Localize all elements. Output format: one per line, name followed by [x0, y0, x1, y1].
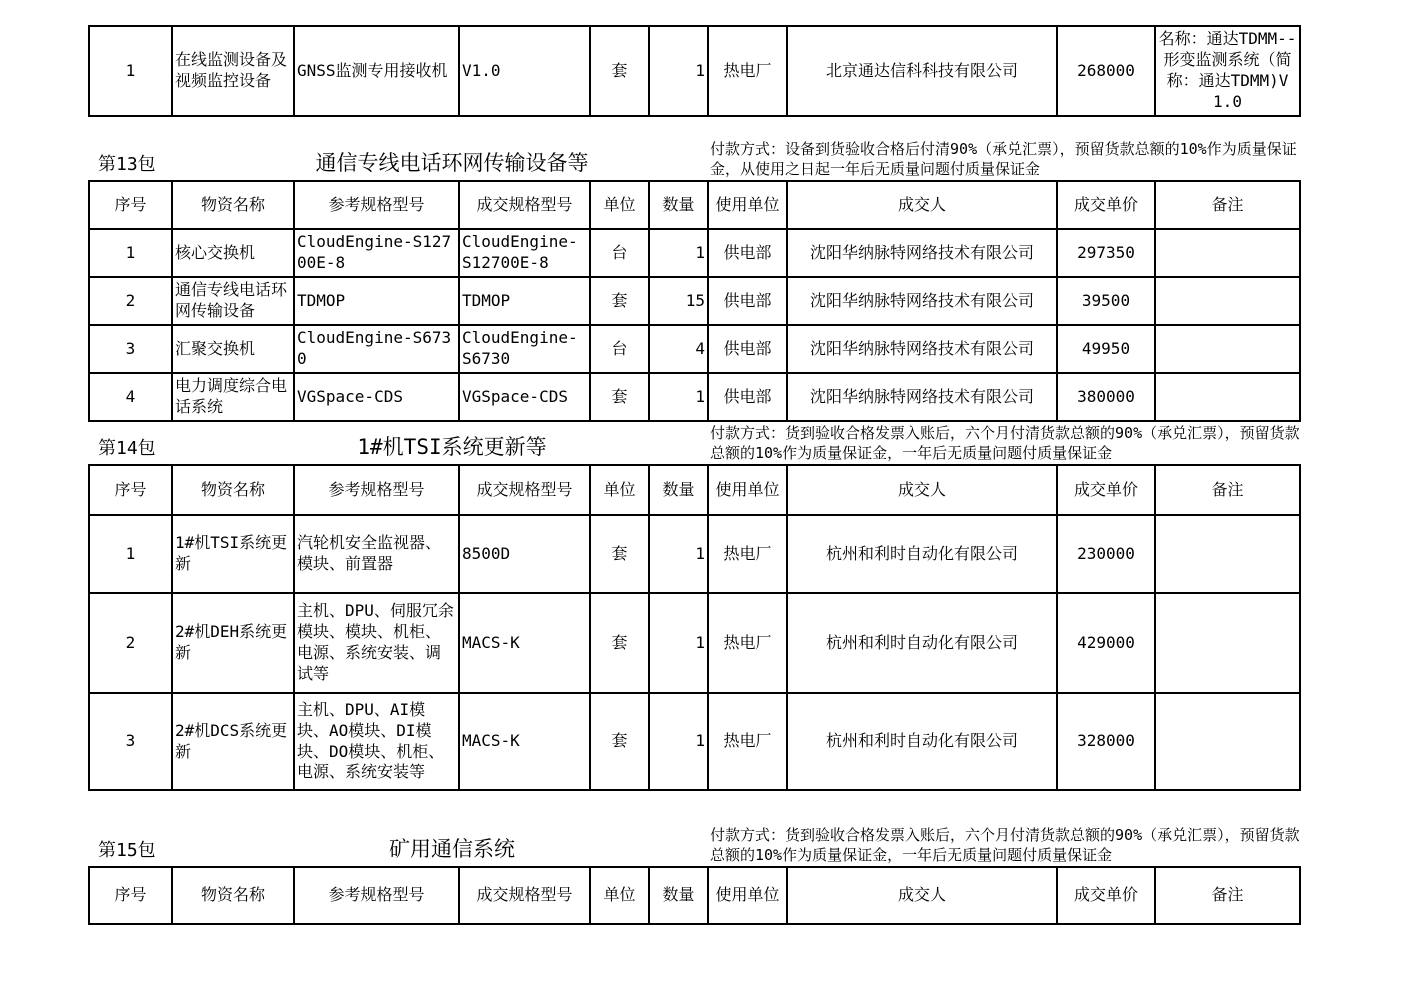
pkg15-payment-terms: 付款方式：货到验收合格发票入账后，六个月付清货款总额的90%（承兑汇票），预留货款总额的10%作为质量保证金，一年后无质量问题付质量保证金: [710, 826, 1300, 864]
cell-qty: 4: [649, 325, 708, 373]
cell-user-unit: 热电厂: [708, 26, 787, 116]
pkg15-table: [88, 866, 1301, 925]
cell-remark: [1155, 693, 1300, 790]
cell-price: 429000: [1057, 593, 1155, 693]
cell-unit: 套: [590, 593, 649, 693]
column-header-deal-spec: 成交规格型号: [459, 465, 590, 515]
top-margin: [88, 0, 1299, 25]
cell-remark: [1155, 593, 1300, 693]
cell-deal-spec: CloudEngine-S6730: [459, 325, 590, 373]
column-header-deal-spec: 成交规格型号: [459, 181, 590, 229]
cell-seq: 1: [89, 229, 172, 277]
cell-unit: 套: [590, 26, 649, 116]
cell-qty: 1: [649, 693, 708, 790]
cell-material-name: 1#机TSI系统更新: [172, 515, 294, 593]
pkg13-table: [88, 180, 1301, 422]
cell-ref-spec: VGSpace-CDS: [294, 373, 459, 421]
pkg14-title: 1#机TSI系统更新等: [357, 435, 547, 459]
cell-remark: [1155, 373, 1300, 421]
column-header-unit: 单位: [590, 465, 649, 515]
cell-winner: 沈阳华纳脉特网络技术有限公司: [787, 325, 1057, 373]
pkg14-table: [88, 464, 1301, 791]
cell-material-name: 汇聚交换机: [172, 325, 294, 373]
column-header-ref-spec: 参考规格型号: [294, 465, 459, 515]
cell-material-name: 核心交换机: [172, 229, 294, 277]
cell-qty: 1: [649, 26, 708, 116]
table-row: [89, 515, 1300, 593]
cell-seq: 2: [89, 277, 172, 325]
cell-user-unit: 供电部: [708, 277, 787, 325]
cell-ref-spec: CloudEngine-S6730: [294, 325, 459, 373]
column-header-remark: 备注: [1155, 867, 1300, 924]
cell-unit: 套: [590, 693, 649, 790]
table-row: [89, 277, 1300, 325]
column-header-user-unit: 使用单位: [708, 465, 787, 515]
column-header-material-name: 物资名称: [172, 465, 294, 515]
table-row: [89, 693, 1300, 790]
cell-remark: 名称：通达TDMM--形变监测系统（简称：通达TDMM)V1.0: [1155, 26, 1300, 116]
cell-remark: [1155, 229, 1300, 277]
column-header-ref-spec: 参考规格型号: [294, 867, 459, 924]
pkg13-payment-terms: 付款方式：设备到货验收合格后付清90%（承兑汇票），预留货款总额的10%作为质量保证金，从使用之日起一年后无质量问题付质量保证金: [710, 140, 1297, 178]
cell-price: 328000: [1057, 693, 1155, 790]
column-header-qty: 数量: [649, 181, 708, 229]
column-header-winner: 成交人: [787, 465, 1057, 515]
pkg15-section-header: [88, 819, 1299, 866]
cell-winner: 北京通达信科科技有限公司: [787, 26, 1057, 116]
cell-ref-spec: GNSS监测专用接收机: [294, 26, 459, 116]
table-row: [89, 593, 1300, 693]
cell-material-name: 电力调度综合电话系统: [172, 373, 294, 421]
column-header-user-unit: 使用单位: [708, 867, 787, 924]
cell-material-name: 2#机DEH系统更新: [172, 593, 294, 693]
cell-price: 39500: [1057, 277, 1155, 325]
column-header-winner: 成交人: [787, 181, 1057, 229]
pkg14-section-header: [88, 422, 1299, 464]
cell-user-unit: 供电部: [708, 229, 787, 277]
column-header-price: 成交单价: [1057, 465, 1155, 515]
cell-remark: [1155, 515, 1300, 593]
cell-qty: 1: [649, 515, 708, 593]
pkg15-label: 第15包: [98, 840, 156, 861]
cell-seq: 3: [89, 693, 172, 790]
cell-winner: 杭州和利时自动化有限公司: [787, 593, 1057, 693]
pkg14-payment-terms: 付款方式：货到验收合格发票入账后，六个月付清货款总额的90%（承兑汇票），预留货款总额的10%作为质量保证金，一年后无质量问题付质量保证金: [710, 424, 1300, 462]
top-table: [88, 25, 1301, 117]
cell-ref-spec: 汽轮机安全监视器、模块、前置器: [294, 515, 459, 593]
table-row: [89, 325, 1300, 373]
cell-qty: 1: [649, 593, 708, 693]
cell-seq: 4: [89, 373, 172, 421]
cell-qty: 1: [649, 229, 708, 277]
column-header-material-name: 物资名称: [172, 181, 294, 229]
cell-deal-spec: 8500D: [459, 515, 590, 593]
cell-price: 268000: [1057, 26, 1155, 116]
column-header-material-name: 物资名称: [172, 867, 294, 924]
header-row: [89, 867, 1300, 924]
cell-deal-spec: VGSpace-CDS: [459, 373, 590, 421]
column-header-winner: 成交人: [787, 867, 1057, 924]
cell-seq: 3: [89, 325, 172, 373]
cell-price: 297350: [1057, 229, 1155, 277]
cell-user-unit: 热电厂: [708, 693, 787, 790]
cell-deal-spec: V1.0: [459, 26, 590, 116]
column-header-remark: 备注: [1155, 465, 1300, 515]
cell-ref-spec: 主机、DPU、伺服冗余模块、模块、机柜、电源、系统安装、调试等: [294, 593, 459, 693]
cell-ref-spec: CloudEngine-S12700E-8: [294, 229, 459, 277]
cell-material-name: 2#机DCS系统更新: [172, 693, 294, 790]
cell-unit: 套: [590, 515, 649, 593]
column-header-seq: 序号: [89, 181, 172, 229]
cell-user-unit: 热电厂: [708, 593, 787, 693]
cell-seq: 1: [89, 26, 172, 116]
header-row: [89, 181, 1300, 229]
cell-unit: 套: [590, 277, 649, 325]
cell-price: 230000: [1057, 515, 1155, 593]
pkg13-section-header: [88, 136, 1299, 180]
column-header-remark: 备注: [1155, 181, 1300, 229]
cell-material-name: 在线监测设备及视频监控设备: [172, 26, 294, 116]
cell-price: 49950: [1057, 325, 1155, 373]
column-header-ref-spec: 参考规格型号: [294, 181, 459, 229]
column-header-user-unit: 使用单位: [708, 181, 787, 229]
header-row: [89, 465, 1300, 515]
column-header-qty: 数量: [649, 867, 708, 924]
cell-winner: 沈阳华纳脉特网络技术有限公司: [787, 277, 1057, 325]
pkg14-label: 第14包: [98, 438, 156, 459]
table-row: [89, 229, 1300, 277]
cell-deal-spec: MACS-K: [459, 593, 590, 693]
cell-unit: 套: [590, 373, 649, 421]
cell-price: 380000: [1057, 373, 1155, 421]
cell-seq: 2: [89, 593, 172, 693]
column-header-price: 成交单价: [1057, 867, 1155, 924]
column-header-seq: 序号: [89, 867, 172, 924]
column-header-qty: 数量: [649, 465, 708, 515]
cell-ref-spec: 主机、DPU、AI模块、AO模块、DI模块、DO模块、机柜、电源、系统安装等: [294, 693, 459, 790]
cell-remark: [1155, 325, 1300, 373]
cell-winner: 沈阳华纳脉特网络技术有限公司: [787, 373, 1057, 421]
table-row: [89, 373, 1300, 421]
column-header-seq: 序号: [89, 465, 172, 515]
cell-user-unit: 热电厂: [708, 515, 787, 593]
cell-ref-spec: TDMOP: [294, 277, 459, 325]
cell-user-unit: 供电部: [708, 325, 787, 373]
cell-unit: 台: [590, 229, 649, 277]
sheet: [88, 0, 1299, 925]
cell-remark: [1155, 277, 1300, 325]
column-header-unit: 单位: [590, 181, 649, 229]
column-header-price: 成交单价: [1057, 181, 1155, 229]
cell-seq: 1: [89, 515, 172, 593]
pkg13-title: 通信专线电话环网传输设备等: [315, 151, 589, 175]
column-header-deal-spec: 成交规格型号: [459, 867, 590, 924]
cell-winner: 杭州和利时自动化有限公司: [787, 515, 1057, 593]
cell-winner: 杭州和利时自动化有限公司: [787, 693, 1057, 790]
cell-qty: 1: [649, 373, 708, 421]
pkg15-title: 矿用通信系统: [389, 837, 515, 861]
column-header-unit: 单位: [590, 867, 649, 924]
cell-winner: 沈阳华纳脉特网络技术有限公司: [787, 229, 1057, 277]
table-row: [89, 26, 1300, 116]
cell-deal-spec: CloudEngine-S12700E-8: [459, 229, 590, 277]
cell-material-name: 通信专线电话环网传输设备: [172, 277, 294, 325]
pkg13-label: 第13包: [98, 154, 156, 175]
cell-deal-spec: TDMOP: [459, 277, 590, 325]
cell-unit: 台: [590, 325, 649, 373]
cell-qty: 15: [649, 277, 708, 325]
cell-deal-spec: MACS-K: [459, 693, 590, 790]
cell-user-unit: 供电部: [708, 373, 787, 421]
